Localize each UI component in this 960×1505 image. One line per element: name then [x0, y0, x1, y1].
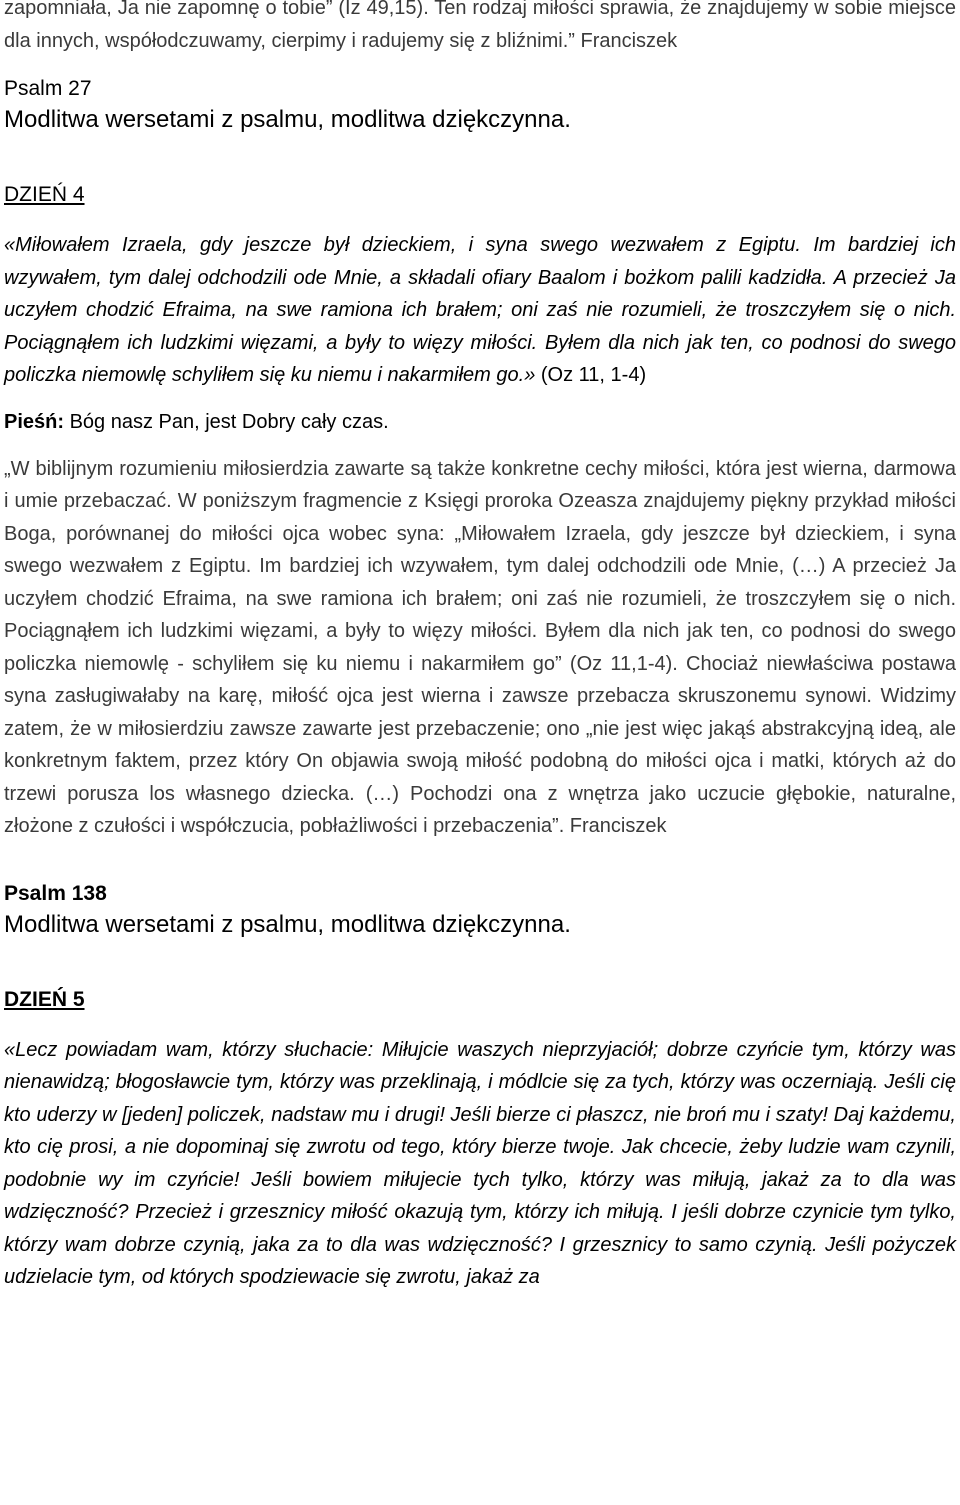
day-4-quote — [4, 229, 956, 392]
day-4-commentary: „W biblijnym rozumieniu miłosierdzia zawarte są także konkretne cechy miłości, która jest wierna, darmowa i umie przebaczać. W poniższym fragmencie z Księgi proroka Ozeasza znajdujemy piękny przykład miłości Boga, porównanej do miłości ojca wobec syna: „Miłowałem Izraela, gdy jeszcze był dzieckiem, i syna swego wezwałem z Egiptu. Im bardziej ich wzywałem, tym dalej odchodzili ode Mnie, (…) A przecież Ja uczyłem chodzić Efraima, na swe ramiona ich brałem; oni zaś nie rozumieli, że troszczyłem się o nich. Pociągnąłem ich ludzkimi więzami, a były to więzy miłości. Byłem dla nich jak ten, co podnosi do swego policzka niemowlę - schyliłem się ku niemu i nakarmiłem go” (Oz 11,1-4). Chociaż niewłaściwa postawa syna zasługiwałaby na karę, miłość ojca jest wierna i zawsze przebacza skruszonemu synowi. Widzimy zatem, że w miłosierdziu zawsze zawarte jest przebaczenie; ono „nie jest więc jakąś abstrakcyjną ideą, ale konkretnym faktem, przez który On objawia swoją miłość podobną do miłości ojca i matki, których aż do trzewi porusza los własnego dziecka. (…) Pochodzi ona z wnętrza jako uczucie głębokie, naturalne, złożone z czułości i współczucia, pobłażliwości i przebaczenia”. Franciszek — [4, 457, 956, 837]
document-page — [4, 0, 956, 1294]
psalm-27-subtitle: Modlitwa wersetami z psalmu, modlitwa dziękczynna. — [4, 106, 571, 133]
song-label: Pieśń: — [4, 410, 65, 433]
day-4-song — [4, 407, 956, 437]
day-4-quote-text: «Miłowałem Izraela, gdy jeszcze był dzieckiem, i syna swego wezwałem z Egiptu. Im bardziej ich wzywałem, tym dalej odchodzili ode Mnie, a składali ofiary Baalom i bożkom palili kadzidła. A przecież Ja uczyłem chodzić Efraima, na swe ramiona ich brałem; oni zaś nie rozumieli, że troszczyłem się o nich. Pociągnąłem ich ludzkimi więzami, a były to więzy miłości. Byłem dla nich jak ten, co podnosi do swego policzka niemowlę schyliłem się ku niemu i nakarmiłem go.» — [4, 234, 956, 386]
day-4-quote-reference: (Oz 11, 1-4) — [535, 364, 647, 386]
day-5-quote: «Lecz powiadam wam, którzy słuchacie: Miłujcie waszych nieprzyjaciół; dobrze czyńcie tym, którzy was nienawidzą; błogosławcie tym, którzy was przeklinają, i módlcie się za tych, którzy was oczerniają. Jeśli cię kto uderzy w [jeden] policzek, nadstaw mu i drugi! Jeśli bierze ci płaszcz, nie broń mu i szaty! Daj każdemu, kto cię prosi, a nie dopominaj się zwrotu od tego, który bierze twoje. Jak chcecie, żeby ludzie wam czynili, podobnie wy im czyńcie! Jeśli bowiem miłujecie tych tylko, którzy was miłują, jakaż za to dla was wdzięczność? Przecież i grzesznicy miłość okazują tym, którzy ich miłują. I jeśli dobrze czynicie tym tylko, którzy wam dobrze czynią, jaka za to dla was wdzięczność? I grzesznicy to samo czynią. Jeśli pożyczek udzielacie tym, od których spodziewacie się zwrotu, jakaż za — [4, 1038, 956, 1288]
psalm-138-subtitle: Modlitwa wersetami z psalmu, modlitwa dziękczynna. — [4, 910, 571, 938]
psalm-27-title: Psalm 27 — [4, 77, 92, 100]
psalm-138-title: Psalm 138 — [4, 881, 107, 905]
day-4-heading: DZIEŃ 4 — [4, 183, 85, 206]
day-5-heading: DZIEŃ 5 — [4, 987, 85, 1011]
song-title: Bóg nasz Pan, jest Dobry cały czas. — [64, 410, 389, 433]
intro-paragraph: zapomniała, Ja nie zapomnę o tobie” (Iz 49,15). Ten rodzaj miłości sprawia, że znajdujemy w sobie miejsce dla innych, współodczuwamy, cierpimy i radujemy się z bliźnimi.” Franciszek — [4, 0, 956, 52]
